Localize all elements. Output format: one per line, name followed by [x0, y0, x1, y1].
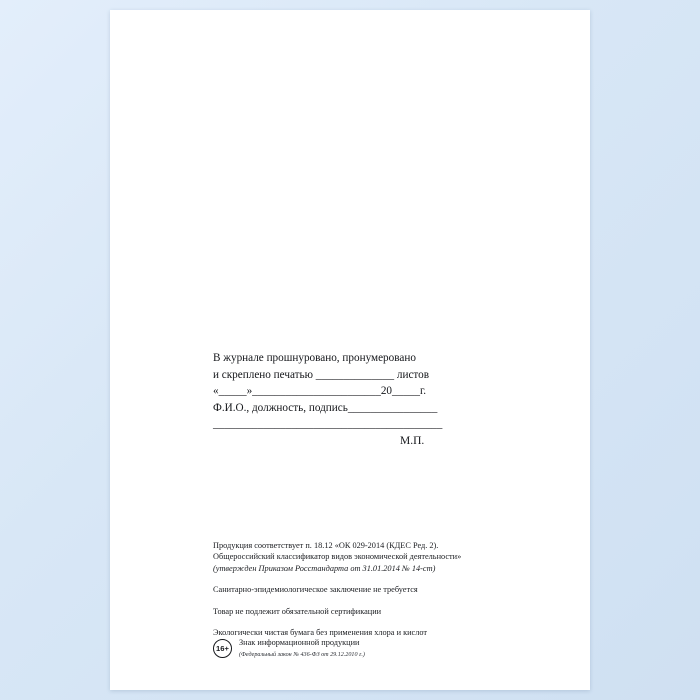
- certification-line-3: «_____»_______________________20_____г.: [213, 385, 427, 397]
- legal-paragraph-1-line-2: Общероссийский классификатор видов экономической деятельности»: [213, 552, 462, 562]
- legal-paragraph-4: Экологически чистая бумага без применения хлора и кислот: [213, 628, 428, 638]
- mark-law-reference: (Федеральный закон № 436-ФЗ от 29.12.2010 г.): [239, 651, 365, 658]
- certification-block: [213, 350, 543, 433]
- mark-title: Знак информационной продукции: [239, 638, 360, 647]
- legal-paragraph-3: Товар не подлежит обязательной сертификации: [213, 606, 382, 616]
- certification-line-5: _________________________________________: [213, 418, 443, 430]
- page-content: [110, 10, 590, 690]
- mark-text-group: [239, 638, 365, 660]
- legal-paragraph-1-line-3: (утвержден Приказом Росстандарта от 31.01.2014 № 14-ст): [213, 563, 436, 573]
- legal-block: [213, 540, 553, 648]
- certification-line-2: и скреплено печатью ______________ листов: [213, 368, 430, 381]
- information-product-mark: [213, 638, 365, 660]
- document-page: [110, 10, 590, 690]
- certification-line-4: Ф.И.О., должность, подпись________________: [213, 401, 438, 414]
- legal-paragraph-1-line-1: Продукция соответствует п. 18.12 «ОК 029-2014 (КДЕС Ред. 2).: [213, 541, 439, 550]
- age-rating-icon: 16+: [213, 639, 232, 658]
- stamp-place-label: М.П.: [400, 435, 425, 447]
- certification-line-1: В журнале прошнуровано, пронумеровано: [213, 352, 416, 364]
- legal-paragraph-2: Санитарно-эпидемиологическое заключение не требуется: [213, 585, 418, 595]
